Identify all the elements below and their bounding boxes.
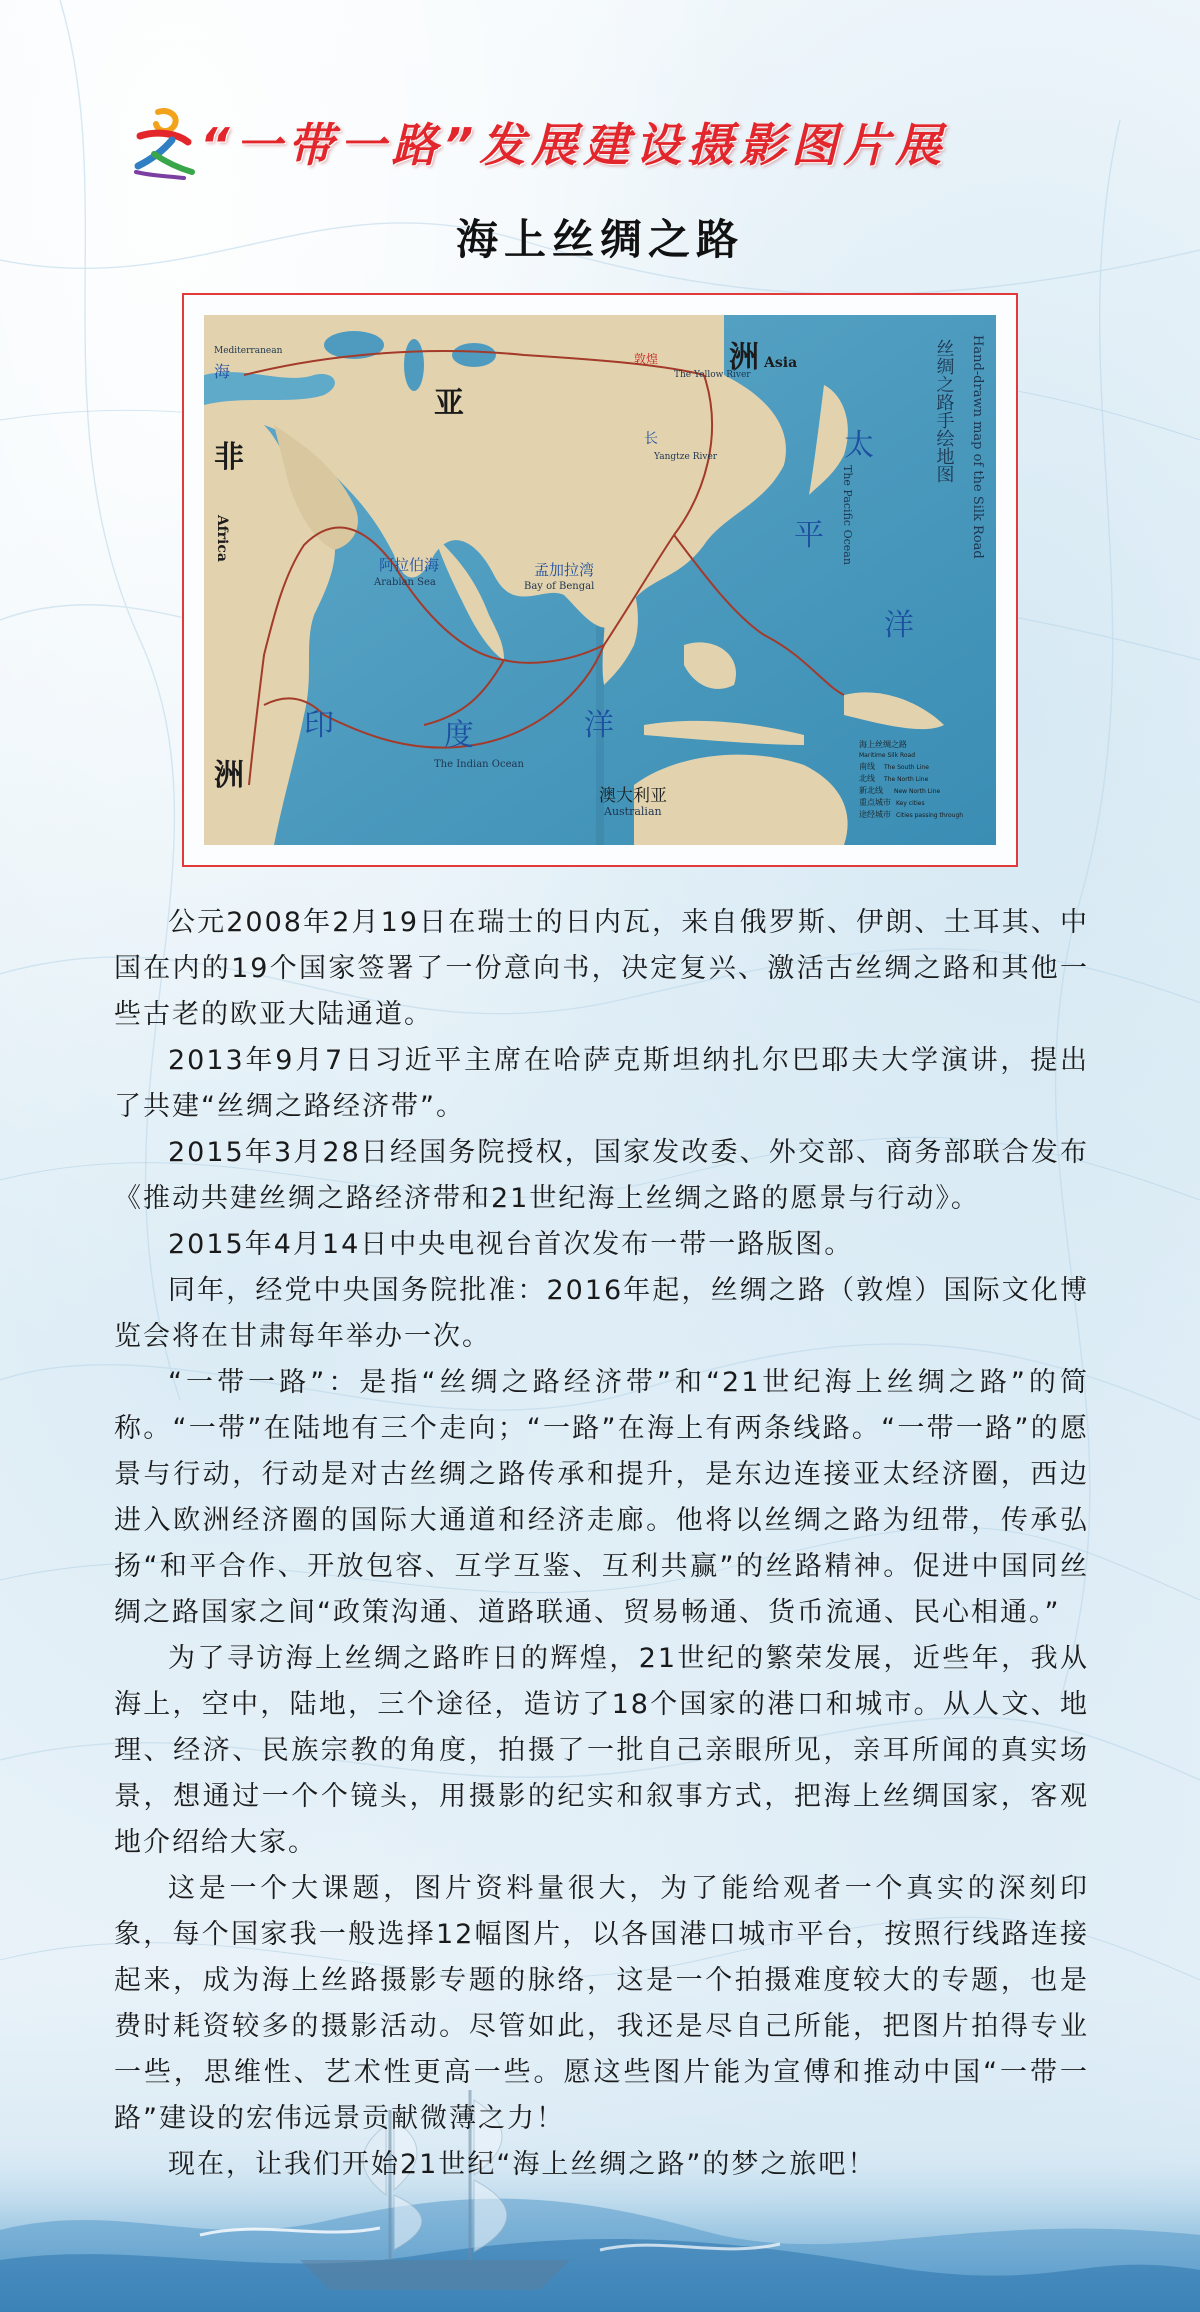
page-subtitle: 海上丝绸之路	[455, 215, 744, 264]
paragraph: 2015年4月14日中央电视台首次发布一带一路版图。	[168, 1229, 854, 1260]
map-label-asia-en: Asia	[764, 355, 798, 371]
map-label-yellow-river: The Yellow River	[674, 370, 751, 380]
paragraph: 这是一个大课题，图片资料量很大，为了能给观者一个真实的深刻印象，每个国家我一般选择12幅图片，以各国港口城市平台，按照行线路连接起来，成为海上丝路摄影专题的脉络，这是一个拍摄难度较大的专题，也是费时耗资较多的摄影活动。尽管如此，我还是尽自己所能，把图片拍得专业一些，思维性、艺术性更高一些。愿这些图片能为宣傅和推动中国“一带一路”建设的宏伟远景贡献微薄之力！	[114, 1873, 1089, 2134]
map-label-australia-en: Australian	[604, 805, 662, 818]
legend-item-en: Maritime Silk Road	[859, 752, 916, 759]
map-label-africa-en: Africa	[214, 515, 230, 562]
map-title-cn: 丝绸之路手绘地图	[933, 339, 955, 483]
map-label-indian-du: 度	[444, 718, 474, 753]
map-label-indian-en: The Indian Ocean	[434, 759, 524, 770]
paragraph: 2013年9月7日习近平主席在哈萨克斯坦纳扎尔巴耶夫大学演讲，提出了共建“丝绸之路经济带”。	[114, 1045, 1089, 1122]
map-label-med-cn: 海	[214, 362, 231, 381]
silk-road-map-frame	[182, 293, 1018, 867]
legend-item-en: Cities passing through	[896, 812, 964, 819]
map-label-pacific-en: The Pacific Ocean	[841, 465, 854, 565]
map-label-indian-yang: 洋	[584, 708, 614, 743]
legend-item-en: The North Line	[884, 776, 929, 783]
map-label-australia-cn: 澳大利亚	[599, 786, 667, 806]
map-label-arabian-en: Arabian Sea	[374, 577, 436, 588]
legend-item-en: Key cities	[896, 800, 925, 807]
belt-road-logo-icon	[128, 106, 198, 182]
paragraph: 公元2008年2月19日在瑞士的日内瓦，来自俄罗斯、伊朗、土耳其、中国在内的19个国家签署了一份意向书，决定复兴、激活古丝绸之路和其他一些古老的欧亚大陆通道。	[114, 907, 1089, 1030]
paragraph: 为了寻访海上丝绸之路昨日的辉煌，21世纪的繁荣发展，近些年，我从海上，空中，陆地，三个途径，造访了18个国家的港口和城市。从人文、地理、经济、民族宗教的角度，拍摄了一批自己亲眼所见，亲耳所闻的真实场景，想通过一个个镜头，用摄影的纪实和叙事方式，把海上丝绸国家，客观地介绍给大家。	[114, 1643, 1089, 1858]
map-label-bengal-cn: 孟加拉湾	[534, 561, 595, 579]
paragraph: 2015年3月28日经国务院授权，国家发改委、外交部、商务部联合发布《推动共建丝绸之路经济带和21世纪海上丝绸之路的愿景与行动》。	[114, 1137, 1089, 1214]
map-label-bengal-en: Bay of Bengal	[524, 581, 595, 592]
legend-item-cn: 南线	[859, 762, 875, 771]
page-header	[0, 100, 1200, 190]
legend-item-en: The South Line	[884, 764, 929, 771]
map-label-fei: 非	[214, 440, 244, 475]
map-label-yangtze-en: Yangtze River	[654, 452, 718, 462]
map-label-asia-cn: 洲	[729, 340, 759, 375]
map-label-ya: 亚	[434, 386, 464, 421]
legend-item-cn: 北线	[859, 774, 875, 783]
legend-item-cn: 重点城市	[859, 798, 891, 807]
paragraph: “一带一路”：是指“丝绸之路经济带”和“21世纪海上丝绸之路”的简称。“一带”在陆地有三个走向；“一路”在海上有两条线路。“一带一路”的愿景与行动，行动是对古丝绸之路传承和提升，是东边连接亚太经济圈，西边进入欧洲经济圈的国际大通道和经济走廊。他将以丝绸之路为纽带，传承弘扬“和平合作、开放包容、互学互鉴、互利共赢”的丝路精神。促进中国同丝绸之路国家之间“政策沟通、道路联通、贸易畅通、货币流通、民心相通。”	[114, 1367, 1089, 1628]
map-label-yangtze-cn: 长	[644, 431, 658, 447]
exhibition-title: “一带一路”发展建设摄影图片展	[200, 118, 948, 172]
map-label-pacific-yang: 洋	[884, 608, 914, 643]
map-label-africa-zhou: 洲	[214, 758, 244, 793]
paragraph: 现在，让我们开始21世纪“海上丝绸之路”的梦之旅吧！	[168, 2149, 877, 2180]
legend-item-cn: 途经城市	[859, 810, 891, 819]
article-body	[114, 900, 1089, 2188]
map-title-en: Hand-drawn map of the Silk Road	[970, 335, 985, 559]
legend-item-en: New North Line	[894, 788, 941, 795]
legend-item-cn: 海上丝绸之路	[859, 740, 907, 749]
map-label-pacific-ping: 平	[794, 518, 824, 553]
map-label-indian-yin: 印	[304, 708, 334, 743]
map-label-med-en: Mediterranean	[214, 346, 283, 356]
map-label-arabian-cn: 阿拉伯海	[379, 556, 440, 574]
legend-item-cn: 新北线	[859, 786, 883, 795]
silk-road-map	[204, 315, 996, 845]
map-label-dunhuang: 敦煌	[634, 352, 659, 366]
map-label-pacific-tai: 太	[844, 428, 874, 463]
paragraph: 同年，经党中央国务院批准：2016年起，丝绸之路（敦煌）国际文化博览会将在甘肃每年举办一次。	[114, 1275, 1089, 1352]
